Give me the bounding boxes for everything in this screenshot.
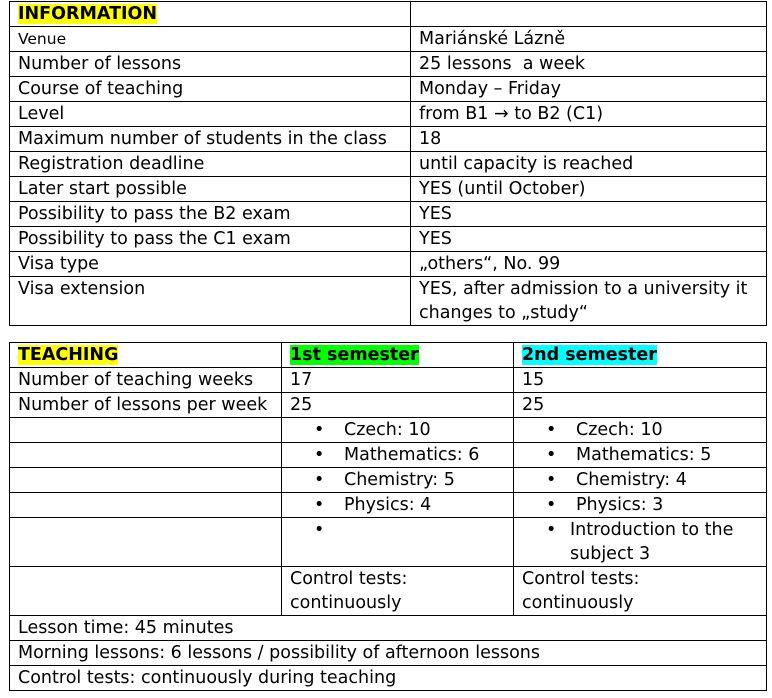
info-value	[411, 277, 767, 326]
info-row-visa-extension	[10, 277, 767, 326]
subject-text: Physics: 3	[576, 495, 664, 515]
info-value: Mariánské Lázně	[411, 27, 767, 52]
sem1-value: 25	[282, 393, 514, 418]
info-label: Possibility to pass the B2 exam	[10, 202, 411, 227]
sem1-subject	[282, 443, 514, 468]
bullet-icon: •	[314, 445, 325, 465]
lesson-time: Lesson time: 45 minutes	[10, 616, 767, 641]
empty-cell	[10, 567, 282, 616]
info-row-course	[10, 77, 767, 102]
bullet-icon: •	[546, 445, 557, 465]
info-row-level	[10, 102, 767, 127]
teaching-table	[9, 342, 767, 691]
bullet-icon: •	[314, 520, 325, 540]
teaching-header-cell	[10, 343, 282, 368]
info-value: 18	[411, 127, 767, 152]
info-row-deadline	[10, 152, 767, 177]
control-tests-row	[10, 567, 767, 616]
sem2-header: 2nd semester	[522, 345, 657, 365]
sem1-subject	[282, 468, 514, 493]
sem2-control	[514, 567, 767, 616]
lesson-time-row	[10, 616, 767, 641]
control-line: Control tests:	[522, 569, 640, 589]
info-label: Possibility to pass the C1 exam	[10, 227, 411, 252]
control-tests-all: Control tests: continuously during teaching	[10, 666, 767, 691]
bullet-icon: •	[546, 495, 557, 515]
sem2-value: 25	[514, 393, 767, 418]
subject-row	[10, 518, 767, 567]
control-line: continuously	[290, 593, 402, 613]
info-value: YES (until October)	[411, 177, 767, 202]
sem1-subject	[282, 518, 514, 567]
sem2-subject	[514, 518, 767, 567]
control-all-row	[10, 666, 767, 691]
subject-text: Physics: 4	[344, 495, 432, 515]
sem2-subject	[514, 418, 767, 443]
sem2-subject	[514, 443, 767, 468]
info-value: YES	[411, 227, 767, 252]
subject-text: Czech: 10	[344, 420, 431, 440]
subject-row	[10, 443, 767, 468]
bullet-icon: •	[546, 420, 557, 440]
info-value-line: YES, after admission to a university it	[419, 279, 748, 299]
subject-text: subject 3	[570, 544, 651, 564]
info-value: until capacity is reached	[411, 152, 767, 177]
control-line: Control tests:	[290, 569, 408, 589]
sem1-header-cell	[282, 343, 514, 368]
teaching-row-lessons	[10, 393, 767, 418]
empty-cell	[10, 468, 282, 493]
bullet-icon: •	[546, 470, 557, 490]
info-row-venue	[10, 27, 767, 52]
information-table	[9, 1, 767, 326]
bullet-icon: •	[314, 470, 325, 490]
bullet-icon: •	[314, 495, 325, 515]
subject-line	[546, 518, 766, 542]
info-row-visa-type	[10, 252, 767, 277]
info-label: Level	[10, 102, 411, 127]
subject-text: Mathematics: 6	[344, 445, 480, 465]
subject-row	[10, 468, 767, 493]
sem1-control	[282, 567, 514, 616]
subject-text: Czech: 10	[576, 420, 663, 440]
info-label: Later start possible	[10, 177, 411, 202]
info-label: Venue	[10, 27, 411, 52]
info-header: INFORMATION	[18, 4, 158, 24]
info-value: YES	[411, 202, 767, 227]
morning-row	[10, 641, 767, 666]
control-line: continuously	[522, 593, 634, 613]
subject-row	[10, 493, 767, 518]
info-row-lessons	[10, 52, 767, 77]
info-header-row	[10, 2, 767, 27]
empty-cell	[10, 443, 282, 468]
subject-text: Mathematics: 5	[576, 445, 712, 465]
info-row-max-students	[10, 127, 767, 152]
info-label: Maximum number of students in the class	[10, 127, 411, 152]
info-row-later-start	[10, 177, 767, 202]
info-header-empty-cell	[411, 2, 767, 27]
sem1-subject	[282, 418, 514, 443]
teaching-label: Number of teaching weeks	[10, 368, 282, 393]
sem2-header-cell	[514, 343, 767, 368]
info-value: from B1 → to B2 (C1)	[411, 102, 767, 127]
subject-text: Introduction to the	[570, 520, 734, 540]
empty-cell	[10, 418, 282, 443]
teaching-header-row	[10, 343, 767, 368]
bullet-icon: •	[314, 420, 325, 440]
info-label: Course of teaching	[10, 77, 411, 102]
info-label: Number of lessons	[10, 52, 411, 77]
info-value: 25 lessons a week	[411, 52, 767, 77]
empty-cell	[10, 518, 282, 567]
sem2-value: 15	[514, 368, 767, 393]
sem1-value: 17	[282, 368, 514, 393]
info-row-b2-exam	[10, 202, 767, 227]
subject-text: Chemistry: 5	[344, 470, 455, 490]
subject-row	[10, 418, 767, 443]
bullet-icon: •	[546, 520, 557, 540]
info-value-line: changes to „study“	[419, 303, 588, 323]
teaching-label: Number of lessons per week	[10, 393, 282, 418]
info-label: Registration deadline	[10, 152, 411, 177]
info-label: Visa type	[10, 252, 411, 277]
sem2-subject	[514, 493, 767, 518]
info-value: „others“, No. 99	[411, 252, 767, 277]
info-label: Visa extension	[10, 277, 411, 326]
sem1-subject	[282, 493, 514, 518]
teaching-header: TEACHING	[18, 345, 119, 365]
teaching-row-weeks	[10, 368, 767, 393]
morning-lessons: Morning lessons: 6 lessons / possibility of afternoon lessons	[10, 641, 767, 666]
sem2-subject	[514, 468, 767, 493]
info-header-cell	[10, 2, 411, 27]
subject-text: Chemistry: 4	[576, 470, 687, 490]
sem1-header: 1st semester	[290, 345, 419, 365]
info-value: Monday – Friday	[411, 77, 767, 102]
info-row-c1-exam	[10, 227, 767, 252]
empty-cell	[10, 493, 282, 518]
